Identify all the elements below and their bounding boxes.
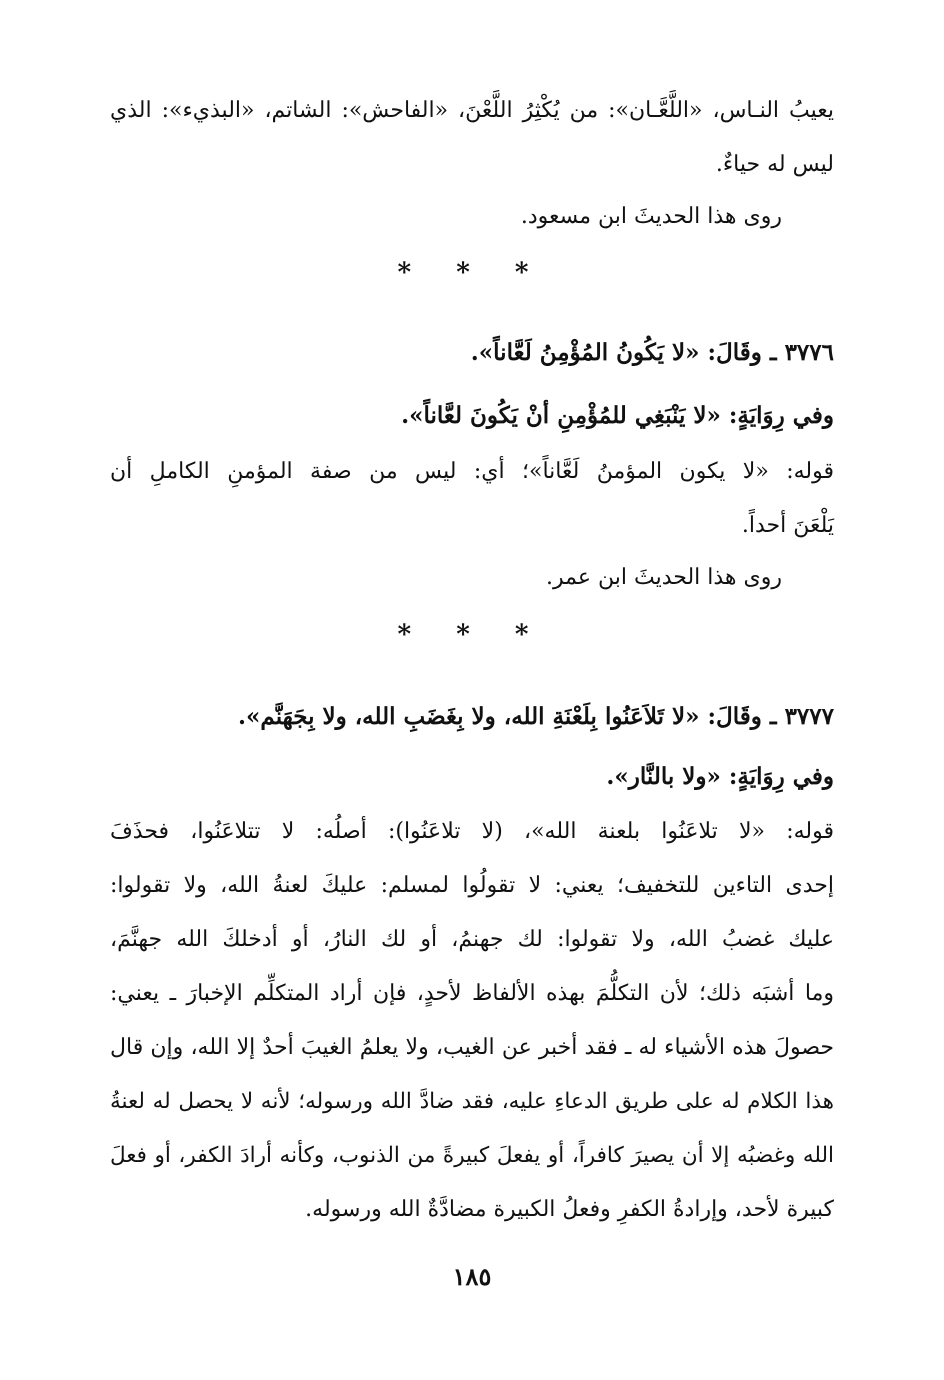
section-separator-2: * * * [397, 620, 547, 650]
commentary-line-3: عليك غضبُ الله، ولا تقولوا: لك جهنمُ، أو لك النارُ، أو أدخلكَ الله جهنَّمَ، [110, 927, 834, 952]
commentary-line-8: كبيرة لأحد، وإرادةُ الكفرِ وفعلُ الكبيرة مضادَّةٌ الله ورسوله. [305, 1197, 834, 1222]
hadith-3776-text: ٣٧٧٦ ـ وقَالَ: «لا يَكُونُ المُؤْمِنُ لَعَّاناً». [470, 339, 834, 366]
hadith-3777-text: ٣٧٧٧ ـ وقَالَ: «لا تَلاَعَنُوا بِلَعْنَةِ الله، ولا بِغَضَبِ الله، ولا بِجَهَنَّم». [238, 703, 834, 730]
commentary-line-4: وما أشبَه ذلك؛ لأن التكلُّمَ بهذه الألفاظ لأحدٍ، فإن أراد المتكلِّم الإخبارَ ـ يعني: [110, 981, 834, 1006]
hadith-3776-riwaya: وفي رِوَايَةٍ: «لا يَنْبَغِي للمُؤْمِنِ أنْ يَكُونَ لعَّاناً». [401, 402, 834, 429]
commentary-line-5: حصولَ هذه الأشياء له ـ فقد أخبر عن الغيب، ولا يعلمُ الغيبَ أحدٌ إلا الله، وإن قال [110, 1035, 834, 1060]
hadith-3777-commentary [110, 805, 834, 1237]
intro-paragraph [110, 84, 834, 192]
hadith-3776-commentary [110, 445, 834, 553]
intro-line-1: يعيبُ النـاس، «اللَّعَّـان»: من يُكْثِرُ اللَّعْنَ، «الفاحش»: الشاتم، «البذيء»: الذي [110, 98, 834, 123]
commentary-line-1: قوله: «لا يكون المؤمنُ لَعَّاناً»؛ أي: ليس من صفة المؤمنِ الكاملِ أن [110, 459, 834, 484]
commentary-line-2: يَلْعَنَ أحداً. [741, 513, 834, 538]
section-separator-1: * * * [397, 258, 547, 288]
commentary-line-2: إحدى التاءين للتخفيف؛ يعني: لا تقولُوا لمسلم: عليكَ لعنةُ الله، ولا تقولوا: [110, 873, 834, 898]
intro-line-2: ليس له حياءٌ. [715, 152, 834, 177]
commentary-line-7: الله وغضبُه إلا أن يصيرَ كافراً، أو يفعلَ كبيرةً من الذنوب، وكأنه أرادَ الكفر، أو فعلَ [110, 1143, 834, 1168]
narrator-ibn-masud: روى هذا الحديثَ ابن مسعود. [520, 204, 782, 229]
narrator-ibn-umar: روى هذا الحديثَ ابن عمر. [546, 565, 782, 590]
commentary-line-6: هذا الكلام له على طريق الدعاءِ عليه، فقد ضادَّ الله ورسوله؛ لأنه لا يحصل له لعنةُ [110, 1089, 834, 1114]
commentary-line-1: قوله: «لا تلاعَنُوا بلعنة الله»، (لا تلاعَنُوا): أصلُه: لا تتلاعَنُوا، فحذَفَ [110, 819, 834, 844]
page-number: ١٨٥ [452, 1262, 492, 1291]
hadith-3777-riwaya: وفي رِوَايَةٍ: «ولا بالنَّار». [606, 763, 834, 790]
